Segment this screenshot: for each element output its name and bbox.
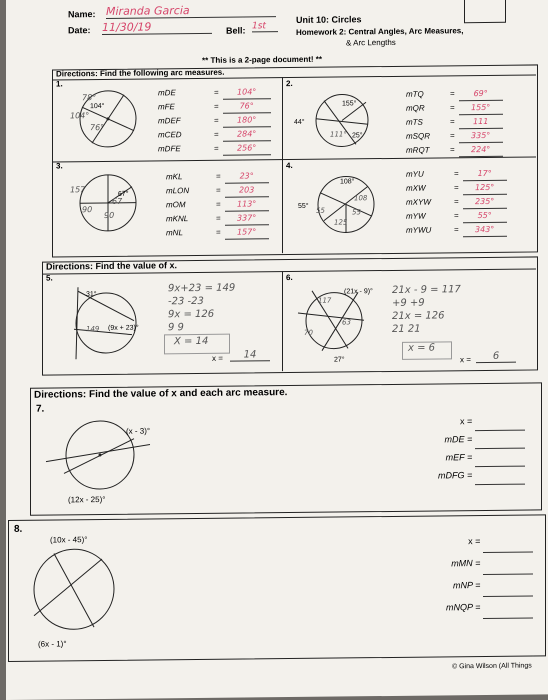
p7-blank[interactable] [475,431,525,450]
p2-arc-answer: 224° [459,143,503,157]
p6-arc-70: 70 [304,328,313,337]
p3-angle-inner: 67 [112,196,123,206]
p8-row [446,596,533,619]
p1-arc-label: mDEF [158,116,181,126]
copyright-footer: © Gina Wilson (All Things [452,662,532,671]
problem-2-number: 2. [286,78,293,89]
p3-row: mKL = 23° [166,169,269,184]
p6-work-line: 21x - 9 = 117 [392,284,461,296]
p7-angle-a: (x - 3)° [126,426,151,436]
p4-arc-label: mYW [406,211,426,221]
p8-row-label: mMN = [451,558,481,569]
p4-row: mXYW = 235° [406,195,507,210]
problem-1-number: 1. [56,79,63,89]
p2-arc-answer: 155° [459,101,503,115]
p7-row-label: mDE = [444,434,473,445]
p6-arc-117: 117 [318,296,332,305]
p1-angle-left: 78° [82,93,97,103]
col-divider [282,271,283,371]
p6-x-label: x = [460,355,471,365]
p5-arc-149: 149 [86,325,100,334]
p2-arc-label: mTQ [406,89,424,99]
p4-row: mYU = 17° [406,167,507,182]
p4-row: mXW = 125° [406,181,507,196]
p3-arc-answer: 203 [225,183,269,197]
p5-work [168,282,235,335]
p2-arc-label: mQR [406,103,425,113]
p4-arc-label: mXW [406,183,426,193]
p1-arc-answer: 284° [223,127,271,142]
p3-arc-label: mKNL [166,214,189,224]
p2-row: mTQ = 69° [406,87,503,102]
p8-row [446,574,533,597]
p7-blank[interactable] [475,449,525,468]
p2-row: mTS = 111 [406,115,503,130]
p1-arc-label: mDFE [158,144,181,154]
p1-arc-answer: 180° [223,113,271,128]
p3-row: mKNL = 337° [166,211,269,226]
problem-4-number: 4. [286,160,293,171]
p8-blank[interactable] [483,530,533,553]
p4-angle-bottom: 125 [334,218,348,227]
p4-answers [406,167,507,238]
bell-label: Bell: [226,25,246,36]
p1-row: mCED = 284° [158,127,271,142]
unit-title: Unit 10: Circles [296,14,362,25]
p7-blank[interactable] [475,413,525,432]
homework-title: Homework 2: Central Angles, Arc Measures, [296,26,464,37]
p1-arc-label: mDE [158,88,176,98]
directions-x-and-arcs: Directions: Find the value of x and each arc measure. [34,387,288,401]
date-label: Date: [68,25,91,36]
problem-5-number: 5. [46,273,53,283]
p2-arc-label: mRQT [406,145,430,155]
p3-row: mNL = 157° [166,225,269,240]
p4-arc-answer: 125° [463,181,507,195]
p4-arc-answer: 55° [463,209,507,223]
p6-arc-63: 63 [342,318,351,327]
p6-work [392,283,461,336]
p1-answers [158,85,271,156]
p1-row: mDEF = 180° [158,113,271,128]
p7-row-label: mEF = [445,452,473,463]
p2-answers [406,87,503,158]
two-page-note: ** This is a 2-page document! ** [202,54,323,65]
p6-angle-a: (21x - 9)° [344,288,373,296]
p8-row-label: x = [468,536,481,547]
p3-arc-answer: 337° [225,211,269,225]
p3-arc-label: mNL [166,228,183,238]
p1-row: mDE = 104° [158,85,271,100]
p2-angle-right: 25° [352,132,363,140]
problem-3-number: 3. [56,161,63,171]
problem-8-number: 8. [14,523,23,535]
p8-blank[interactable] [483,552,533,575]
bell-value: 1st [252,21,278,32]
p3-angle-left: 157 [70,185,86,195]
p2-row: mRQT = 224° [406,143,503,158]
p8-row [446,530,533,553]
p8-answers [446,530,533,619]
p7-row [438,449,525,468]
p8-row-label: mNQP = [446,602,481,613]
p2-row: mQR = 155° [406,101,503,116]
p4-arc-answer: 235° [463,195,507,209]
p7-answers [438,413,525,486]
p7-row-label: mDFG = [438,470,473,481]
p6-final: x = 6 [408,342,436,354]
p4-arc-answer: 17° [463,167,507,181]
p5-x-answer: 14 [230,349,270,361]
p2-angle-top: 155° [342,100,357,108]
worksheet-page [6,0,548,700]
p3-angle-lower-left: 90 [82,205,93,215]
name-value: Miranda Garcia [106,3,276,19]
p4-angle-top: 108° [340,178,355,186]
problem-1-circle [68,87,148,158]
p2-arc-answer: 335° [459,129,503,143]
directions-arc-measures: Directions: Find the following arc measures. [56,67,225,79]
p5-work-line: 9x+23 = 149 [168,282,236,295]
p7-row [438,431,525,450]
p8-angle-b: (6x - 1)° [38,639,67,649]
p3-arc-answer: 113° [225,197,269,211]
p3-answers [166,169,269,240]
p4-arc-label: mYWU [406,225,432,235]
problem-8-circle [28,541,128,642]
p2-arc-answer: 111 [459,115,503,129]
p4-angle-inner-right: 55 [352,208,361,217]
name-label: Name: [68,9,96,20]
p3-arc-label: mKL [166,172,183,182]
p3-arc-label: mLON [166,186,190,196]
col-divider [282,77,283,253]
problem-6-number: 6. [286,272,293,283]
p3-arc-answer: 157° [225,225,269,239]
date-value: 11/30/19 [102,20,212,35]
p4-arc-label: mYU [406,169,424,179]
p2-row: mSQR = 335° [406,129,503,144]
p5-work-line: 9 9 [168,322,184,334]
p4-row: mYWU = 343° [406,223,507,238]
p1-row: mFE = 76° [158,99,271,114]
p4-angle-right: 108 [354,194,368,203]
p5-work-line: -23 -23 [168,295,204,308]
p8-blank[interactable] [483,574,533,597]
p5-x-label: x = [212,353,223,363]
p1-arc-answer: 256° [223,141,271,156]
p6-work-line: +9 +9 [392,297,425,309]
p5-final: X = 14 [174,335,209,348]
p5-angle-b: (9x + 23)° [108,324,139,332]
p3-arc-answer: 23° [225,169,269,183]
p5-angle-a: 31° [86,291,97,299]
homework-title-line2: & Arc Lengths [346,37,396,48]
p1-angle-top: 104° [90,102,105,111]
p1-arc-label: mFE [158,102,175,112]
p8-row [446,552,533,575]
p8-row-label: mNP = [453,580,481,591]
p2-arc-answer: 69° [459,87,503,101]
p3-arc-label: mOM [166,200,186,210]
p2-arc-label: mTS [406,117,423,127]
p7-row-label: x = [460,416,473,427]
p6-angle-b: 27° [334,356,345,364]
problem-7-number: 7. [36,403,45,415]
p4-row: mYW = 55° [406,209,507,224]
p4-angle-inner-left: 55 [316,206,325,215]
p1-angle-lower-left: 104° [70,111,90,121]
p3-row: mOM = 113° [166,197,269,212]
p2-angle-bottom: 111° [330,130,347,139]
p6-x-answer: 6 [476,351,516,363]
p1-arc-answer: 76° [223,99,271,114]
p7-blank[interactable] [475,467,525,486]
p8-angle-a: (10x - 45)° [50,535,88,545]
p7-angle-b: (12x - 25)° [68,494,106,505]
p8-blank[interactable] [483,596,533,619]
p4-arc-label: mXYW [406,197,431,207]
directions-find-x: Directions: Find the value of x. [46,260,178,272]
problem-5-circle [62,282,152,363]
p7-row [438,413,525,432]
p6-work-line: 21x = 126 [392,310,445,322]
p6-work-line: 21 21 [392,323,421,335]
p7-row [438,467,525,486]
p1-arc-answer: 104° [223,85,271,100]
p1-arc-label: mCED [158,130,182,140]
p2-angle-left: 44° [294,118,305,126]
score-box [464,0,506,23]
p2-arc-label: mSQR [406,131,430,141]
p4-arc-answer: 343° [463,223,507,237]
p1-row: mDFE = 256° [158,141,271,156]
p4-angle-left: 55° [298,202,309,210]
p5-work-line: 9x = 126 [168,308,215,321]
p3-row: mLON = 203 [166,183,269,198]
p3-angle-top: 67° [118,190,129,198]
p3-angle-bottom: 90 [104,210,115,220]
p1-angle-bottom: 76° [90,122,105,133]
